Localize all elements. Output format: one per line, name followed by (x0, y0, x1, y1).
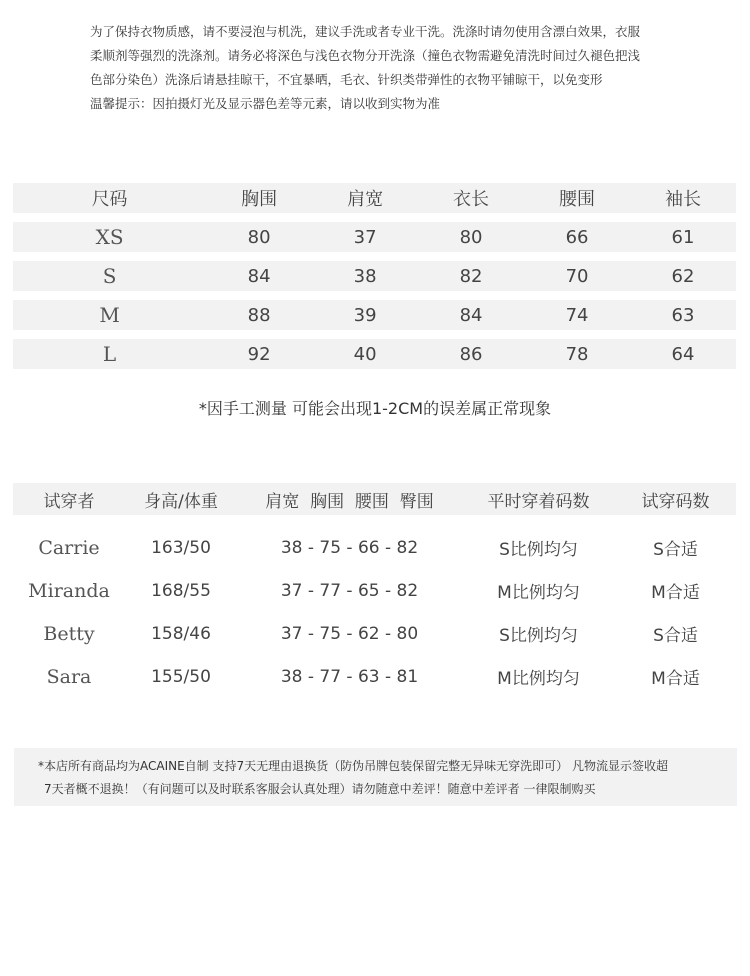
measurements: 38 - 77 - 63 - 81 (280, 666, 419, 687)
size-row (13, 339, 736, 369)
usual-size: S比例均匀 (499, 540, 578, 560)
usual-size: M比例均匀 (497, 583, 580, 603)
model-name: Sara (46, 665, 92, 688)
size-cell: 40 (353, 343, 377, 365)
measurements: 37 - 77 - 65 - 82 (280, 580, 419, 601)
size-cell: 84 (459, 304, 483, 326)
size-cell: 66 (565, 226, 589, 248)
header-shoulder: 肩宽 (347, 189, 384, 210)
height-weight: 155/50 (151, 666, 211, 687)
header-waist: 腰围 (559, 189, 596, 210)
fit-size: M合适 (651, 669, 700, 689)
store-notice (14, 748, 737, 806)
care-tip: 温馨提示：因拍摄灯光及显示器色差等元素，请以收到实物为准 (90, 96, 441, 111)
size-row (13, 222, 736, 252)
size-cell: 39 (353, 304, 377, 326)
size-cell: 84 (247, 265, 271, 287)
header-size: 尺码 (91, 189, 128, 210)
care-line: 柔顺剂等强烈的洗涤剂。请务必将深色与浅色衣物分开洗涤（撞色衣物需避免清洗时间过久褪色把浅 (90, 48, 641, 63)
size-cell: 88 (247, 304, 271, 326)
care-line: 色部分染色）洗涤后请悬挂晾干，不宜暴晒，毛衣、针织类带弹性的衣物平铺晾干，以免变形 (90, 72, 603, 87)
size-cell: 80 (459, 226, 483, 248)
size-table-header (13, 183, 736, 213)
size-cell: 62 (671, 265, 695, 287)
height-weight: 163/50 (151, 537, 211, 558)
size-cell: 64 (671, 343, 695, 365)
size-cell: 82 (459, 265, 483, 287)
fit-row (13, 612, 736, 655)
header-measurements: 肩宽 胸围 腰围 臀围 (265, 491, 434, 512)
size-cell: 38 (353, 265, 377, 287)
header-model: 试穿者 (43, 491, 95, 512)
fit-table (13, 526, 736, 698)
size-label: XS (95, 225, 124, 249)
height-weight: 158/46 (151, 623, 211, 644)
header-fit-size: 试穿码数 (641, 491, 710, 512)
size-cell: 74 (565, 304, 589, 326)
size-cell: 70 (565, 265, 589, 287)
notice-line: 7天者概不退换！（有问题可以及时联系客服会认真处理）请勿随意中差评！随意中差评者 一律限制购买 (44, 782, 596, 796)
measurements: 38 - 75 - 66 - 82 (280, 537, 419, 558)
fit-table-header (13, 483, 736, 515)
header-length: 衣长 (453, 189, 490, 210)
size-label: L (102, 342, 117, 366)
fit-row (13, 569, 736, 612)
model-name: Betty (43, 622, 95, 645)
care-line: 为了保持衣物质感，请不要浸泡与机洗，建议手洗或者专业干洗。洗涤时请勿使用含漂白效果，衣服 (90, 24, 641, 39)
size-cell: 78 (565, 343, 589, 365)
size-row (13, 300, 736, 330)
usual-size: M比例均匀 (497, 669, 580, 689)
model-name: Miranda (28, 579, 110, 602)
care-instructions (90, 20, 670, 116)
fit-row (13, 526, 736, 569)
size-label: M (99, 303, 120, 327)
size-row (13, 261, 736, 291)
header-height-weight: 身高/体重 (144, 491, 218, 512)
size-label: S (102, 264, 117, 288)
size-table (13, 183, 736, 378)
size-cell: 63 (671, 304, 695, 326)
fit-size: S合适 (653, 540, 698, 560)
fit-size: M合适 (651, 583, 700, 603)
size-cell: 37 (353, 226, 377, 248)
fit-row (13, 655, 736, 698)
model-name: Carrie (38, 536, 100, 559)
header-sleeve: 袖长 (664, 189, 701, 210)
size-cell: 61 (671, 226, 695, 248)
usual-size: S比例均匀 (499, 626, 578, 646)
size-cell: 80 (247, 226, 271, 248)
header-usual-size: 平时穿着码数 (487, 491, 590, 512)
notice-line: *本店所有商品均为ACAINE自制 支持7天无理由退换货（防伪吊牌包装保留完整无异味无穿洗即可） 凡物流显示签收超 (38, 759, 668, 773)
size-cell: 86 (459, 343, 483, 365)
header-bust: 胸围 (241, 189, 278, 210)
size-cell: 92 (247, 343, 271, 365)
height-weight: 168/55 (151, 580, 211, 601)
measurements: 37 - 75 - 62 - 80 (280, 623, 419, 644)
fit-size: S合适 (653, 626, 698, 646)
measurement-note: *因手工测量 可能会出现1-2CM的误差属正常现象 (198, 399, 552, 418)
